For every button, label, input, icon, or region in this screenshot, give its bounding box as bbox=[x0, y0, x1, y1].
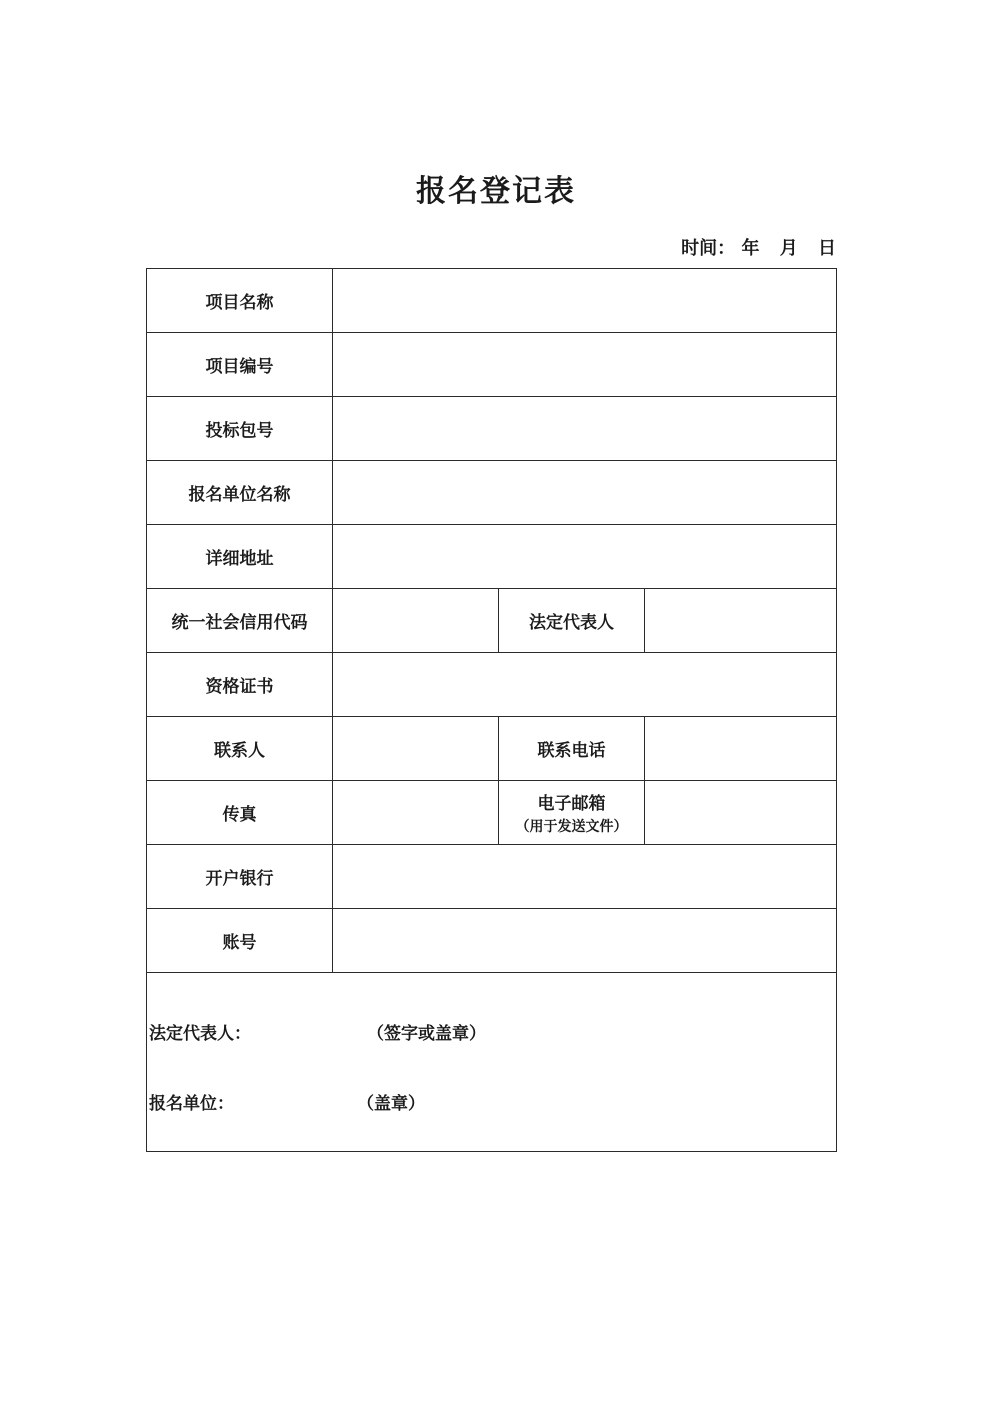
row-contact bbox=[147, 717, 837, 781]
row-credit-code bbox=[147, 589, 837, 653]
field-qualification[interactable] bbox=[333, 653, 837, 717]
field-project-name[interactable] bbox=[333, 269, 837, 333]
row-bank bbox=[147, 845, 837, 909]
row-bid-package bbox=[147, 397, 837, 461]
date-year: 年 bbox=[741, 238, 760, 259]
field-phone[interactable] bbox=[645, 717, 837, 781]
date-label: 时间： bbox=[681, 238, 736, 259]
row-applicant-name bbox=[147, 461, 837, 525]
row-qualification bbox=[147, 653, 837, 717]
label-project-name: 项目名称 bbox=[147, 269, 333, 333]
label-legal-rep: 法定代表人 bbox=[499, 589, 645, 653]
row-address bbox=[147, 525, 837, 589]
label-contact: 联系人 bbox=[147, 717, 333, 781]
label-email-note: （用于发送文件） bbox=[515, 819, 628, 835]
label-applicant-name: 报名单位名称 bbox=[147, 461, 333, 525]
label-qualification: 资格证书 bbox=[147, 653, 333, 717]
signature-legal-rep-row bbox=[149, 1019, 486, 1044]
signature-legal-rep-note: （签字或盖章） bbox=[367, 1024, 486, 1044]
signature-unit-row bbox=[149, 1089, 425, 1114]
field-credit-code[interactable] bbox=[333, 589, 499, 653]
registration-form-table bbox=[146, 268, 837, 1152]
row-account bbox=[147, 909, 837, 973]
row-project-name bbox=[147, 269, 837, 333]
label-project-number: 项目编号 bbox=[147, 333, 333, 397]
signature-unit-note: （盖章） bbox=[357, 1094, 425, 1114]
label-account: 账号 bbox=[147, 909, 333, 973]
field-applicant-name[interactable] bbox=[333, 461, 837, 525]
label-bid-package: 投标包号 bbox=[147, 397, 333, 461]
signature-area[interactable] bbox=[147, 973, 837, 1152]
label-email-cell bbox=[499, 781, 645, 845]
row-fax-email bbox=[147, 781, 837, 845]
label-phone: 联系电话 bbox=[499, 717, 645, 781]
label-credit-code: 统一社会信用代码 bbox=[147, 589, 333, 653]
field-fax[interactable] bbox=[333, 781, 499, 845]
date-line bbox=[681, 234, 836, 260]
field-contact[interactable] bbox=[333, 717, 499, 781]
label-email: 电子邮箱 bbox=[537, 794, 606, 814]
field-bank[interactable] bbox=[333, 845, 837, 909]
field-email[interactable] bbox=[645, 781, 837, 845]
field-project-number[interactable] bbox=[333, 333, 837, 397]
signature-legal-rep-label: 法定代表人： bbox=[149, 1024, 251, 1044]
row-project-number bbox=[147, 333, 837, 397]
field-account[interactable] bbox=[333, 909, 837, 973]
date-day: 日 bbox=[818, 238, 836, 259]
date-month: 月 bbox=[779, 238, 798, 259]
field-bid-package[interactable] bbox=[333, 397, 837, 461]
page-title: 报名登记表 bbox=[416, 174, 576, 209]
row-signature bbox=[147, 973, 837, 1152]
field-address[interactable] bbox=[333, 525, 837, 589]
signature-unit-label: 报名单位： bbox=[149, 1094, 234, 1114]
label-fax: 传真 bbox=[147, 781, 333, 845]
field-legal-rep[interactable] bbox=[645, 589, 837, 653]
label-address: 详细地址 bbox=[147, 525, 333, 589]
label-bank: 开户银行 bbox=[147, 845, 333, 909]
